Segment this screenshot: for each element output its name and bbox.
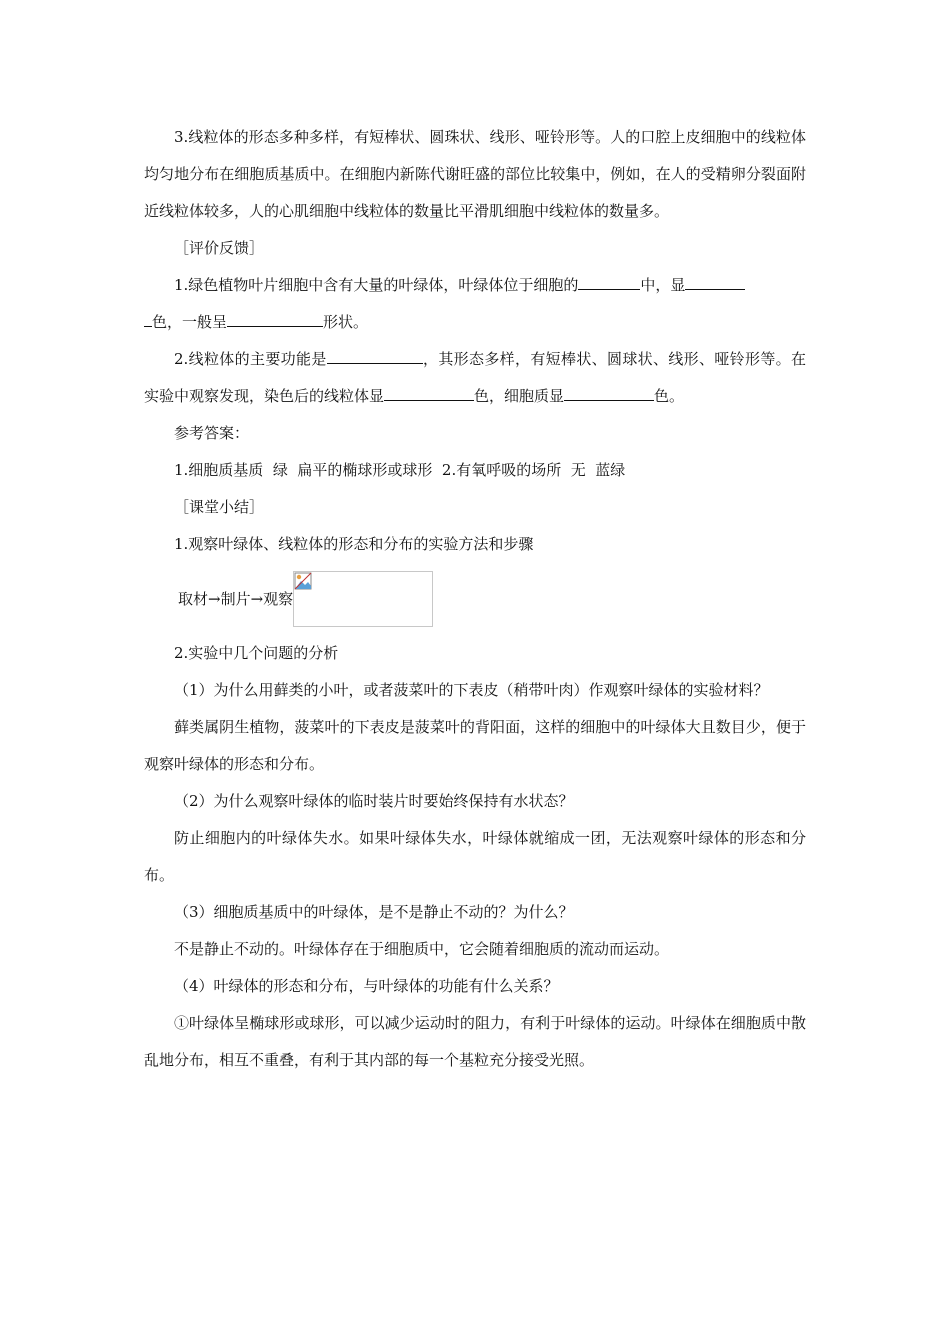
heading-class-summary: ［课堂小结］	[174, 498, 265, 516]
question-2-text-a: 2.线粒体的主要功能是	[174, 350, 327, 368]
analysis-question-2: （2）为什么观察叶绿体的临时装片时要始终保持有水状态？	[174, 792, 574, 810]
question-2	[144, 341, 806, 415]
analysis-answer-4: ①叶绿体呈椭球形或球形，可以减少运动时的阻力，有利于叶绿体的运动。叶绿体在细胞质中散乱地分布，相互不重叠，有利于其内部的每一个基粒充分接受光照。	[144, 1014, 806, 1069]
question-1-text-b: 中，显	[640, 276, 686, 294]
summary-point-1: 1.观察叶绿体、线粒体的形态和分布的实验方法和步骤	[174, 535, 534, 553]
experiment-flow	[144, 563, 806, 635]
summary-point-2: 2.实验中几个问题的分析	[174, 644, 339, 662]
analysis-question-3: （3）细胞质基质中的叶绿体，是不是静止不动的？为什么？	[174, 903, 574, 921]
analysis-question-4: （4）叶绿体的形态和分布，与叶绿体的功能有什么关系？	[174, 977, 559, 995]
blank-2	[685, 289, 745, 290]
blank-6	[564, 400, 654, 401]
blank-1	[578, 289, 640, 290]
analysis-question-1: （1）为什么用藓类的小叶，或者菠菜叶的下表皮（稍带叶肉）作观察叶绿体的实验材料？	[174, 681, 769, 699]
question-1-text-c: 色，一般呈	[152, 313, 228, 331]
blank-4	[327, 363, 423, 364]
blank-3	[227, 326, 323, 327]
question-1	[144, 267, 806, 341]
blank-2-cont	[144, 326, 152, 327]
heading-reference-answer: 参考答案：	[174, 424, 250, 442]
reference-answer: 1.细胞质基质 绿 扁平的椭球形或球形 2.有氧呼吸的场所 无 蓝绿	[174, 461, 626, 479]
flow-steps: 取材→制片→观察	[178, 590, 294, 608]
question-2-text-b: ，其形态多样，有短棒状、圆球状、线形、哑铃形等。在实验中观察发现，染色后的线粒体显	[144, 350, 806, 405]
question-1-text-d: 形状。	[323, 313, 369, 331]
question-2-text-d: 色。	[654, 387, 685, 405]
analysis-answer-1: 藓类属阴生植物，菠菜叶的下表皮是菠菜叶的背阳面，这样的细胞中的叶绿体大且数目少，便于观察叶绿体的形态和分布。	[144, 718, 806, 773]
document-page	[144, 119, 806, 1079]
question-1-text-a: 1.绿色植物叶片细胞中含有大量的叶绿体，叶绿体位于细胞的	[174, 276, 579, 294]
analysis-answer-2: 防止细胞内的叶绿体失水。如果叶绿体失水，叶绿体就缩成一团，无法观察叶绿体的形态和分布。	[144, 829, 806, 884]
heading-evaluation-feedback: ［评价反馈］	[174, 239, 265, 257]
paragraph-mitochondria-shape: 3.线粒体的形态多种多样，有短棒状、圆珠状、线形、哑铃形等。人的口腔上皮细胞中的线粒体均匀地分布在细胞质基质中。在细胞内新陈代谢旺盛的部位比较集中，例如，在人的受精卵分裂面附近线粒体较多，人的心肌细胞中线粒体的数量比平滑肌细胞中线粒体的数量多。	[144, 128, 806, 220]
analysis-answer-3: 不是静止不动的。叶绿体存在于细胞质中，它会随着细胞质的流动而运动。	[174, 940, 670, 958]
broken-image-icon	[294, 572, 312, 590]
question-2-text-c: 色，细胞质显	[474, 387, 565, 405]
blank-5	[384, 400, 474, 401]
image-placeholder	[293, 571, 433, 627]
